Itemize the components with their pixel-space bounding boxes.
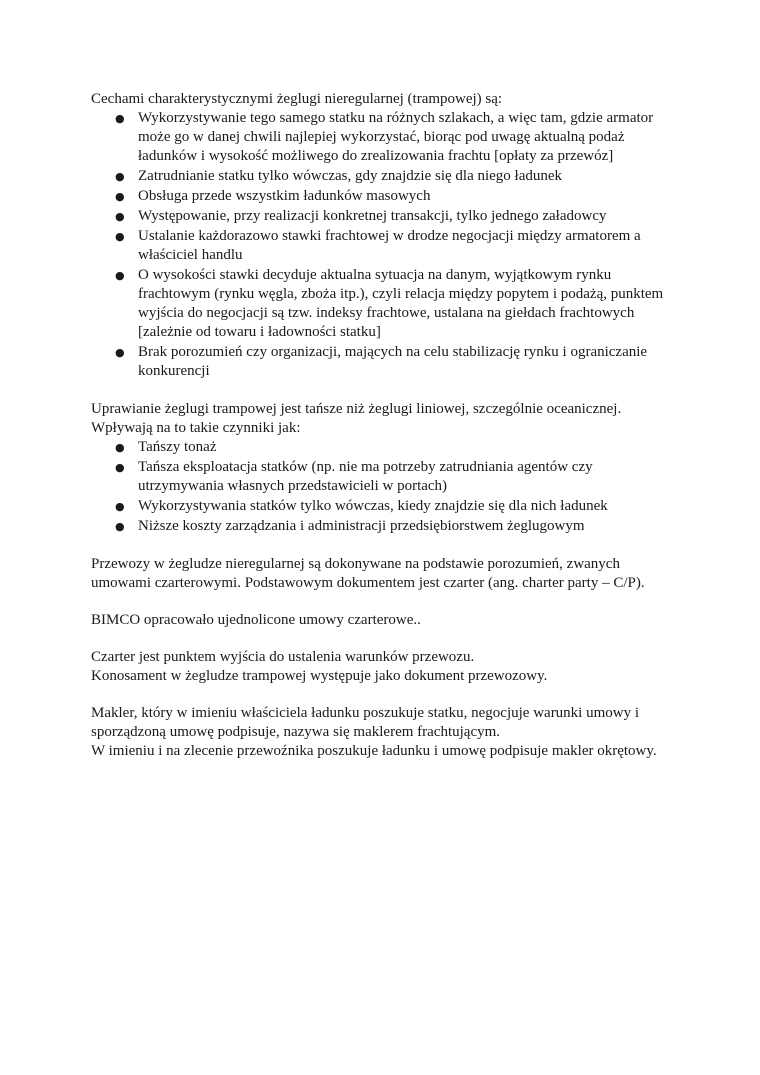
- paragraph-spacer: [91, 382, 681, 400]
- bullet-icon: ●: [115, 500, 125, 513]
- bullet-icon: ●: [115, 346, 125, 359]
- czarter-line: Czarter jest punktem wyjścia do ustalenia warunków przewozu.: [91, 649, 475, 665]
- section-2-list: [91, 438, 681, 536]
- list-item: [91, 438, 681, 457]
- list-item: [91, 109, 681, 166]
- makler-paragraph: Makler, który w imieniu właściciela ładunku poszukuje statku, negocjuje warunki umowy i sporządzoną umowę podpisuje, nazywa się maklerem frachtującym.: [91, 705, 640, 740]
- section-1-list: [91, 109, 681, 381]
- paragraph-spacer: [91, 630, 681, 648]
- bullet-icon: ●: [115, 190, 125, 203]
- list-item-text: Ustalanie każdorazowo stawki frachtowej w drodze negocjacji między armatorem a właściciel handlu: [138, 228, 641, 263]
- bullet-icon: ●: [115, 520, 125, 533]
- list-item-text: Wykorzystywania statków tylko wówczas, kiedy znajdzie się dla nich ładunek: [138, 498, 608, 514]
- bimco-paragraph: BIMCO opracowało ujednolicone umowy czarterowe..: [91, 612, 421, 628]
- konosament-line: Konosament w żegludze trampowej występuje jako dokument przewozowy.: [91, 668, 548, 684]
- list-item: [91, 187, 681, 206]
- list-item-text: Tańsza eksploatacja statków (np. nie ma potrzeby zatrudniania agentów czy utrzymywania własnych przedstawicieli w portach): [138, 459, 593, 494]
- list-item-text: Obsługa przede wszystkim ładunków masowych: [138, 188, 431, 204]
- paragraph-spacer: [91, 537, 681, 555]
- list-item: [91, 227, 681, 265]
- list-item: [91, 167, 681, 186]
- list-item: [91, 497, 681, 516]
- charter-paragraph: Przewozy w żegludze nieregularnej są dokonywane na podstawie porozumień, zwanych umowami czarterowymi. Podstawowym dokumentem jest czarter (ang. charter party – C/P).: [91, 556, 645, 591]
- document-body: [91, 90, 681, 761]
- makler-okretowy-line: W imieniu i na zlecenie przewoźnika poszukuje ładunku i umowę podpisuje makler okrętowy.: [91, 743, 657, 759]
- bullet-icon: ●: [115, 269, 125, 282]
- bullet-icon: ●: [115, 461, 125, 474]
- paragraph-spacer: [91, 593, 681, 611]
- list-item-text: Wykorzystywanie tego samego statku na różnych szlakach, a więc tam, gdzie armator może go w danej chwili najlepiej wykorzystać, biorąc pod uwagę aktualną podaż ładunków i wysokość możliwego do zrealizowania frachtu [opłaty za przewóz]: [138, 110, 654, 164]
- section-2-intro-line-1: Uprawianie żeglugi trampowej jest tańsze niż żeglugi liniowej, szczególnie oceanicznej.: [91, 401, 622, 417]
- list-item-text: Tańszy tonaż: [138, 439, 217, 455]
- section-1-intro: Cechami charakterystycznymi żeglugi nieregularnej (trampowej) są:: [91, 91, 503, 107]
- section-2-intro-line-2: Wpływają na to takie czynniki jak:: [91, 420, 301, 436]
- paragraph-spacer: [91, 686, 681, 704]
- bullet-icon: ●: [115, 441, 125, 454]
- list-item-text: Niższe koszty zarządzania i administracji przedsiębiorstwem żeglugowym: [138, 518, 585, 534]
- list-item-text: Brak porozumień czy organizacji, mających na celu stabilizację rynku i ograniczanie konkurencji: [138, 344, 648, 379]
- list-item: [91, 343, 681, 381]
- list-item: [91, 458, 681, 496]
- list-item: [91, 266, 681, 342]
- list-item-text: Występowanie, przy realizacji konkretnej transakcji, tylko jednego załadowcy: [138, 208, 607, 224]
- list-item-text: Zatrudnianie statku tylko wówczas, gdy znajdzie się dla niego ładunek: [138, 168, 563, 184]
- list-item: [91, 517, 681, 536]
- bullet-icon: ●: [115, 210, 125, 223]
- bullet-icon: ●: [115, 230, 125, 243]
- bullet-icon: ●: [115, 112, 125, 125]
- bullet-icon: ●: [115, 170, 125, 183]
- list-item-text: O wysokości stawki decyduje aktualna sytuacja na danym, wyjątkowym rynku frachtowym (rynku węgla, zboża itp.), czyli relacja między popytem i podażą, punktem wyjścia do negocjacji są tzw. indeksy frachtowe, ustalana na giełdach frachtowych [zależnie od towaru i ładowności statku]: [138, 267, 664, 340]
- list-item: [91, 207, 681, 226]
